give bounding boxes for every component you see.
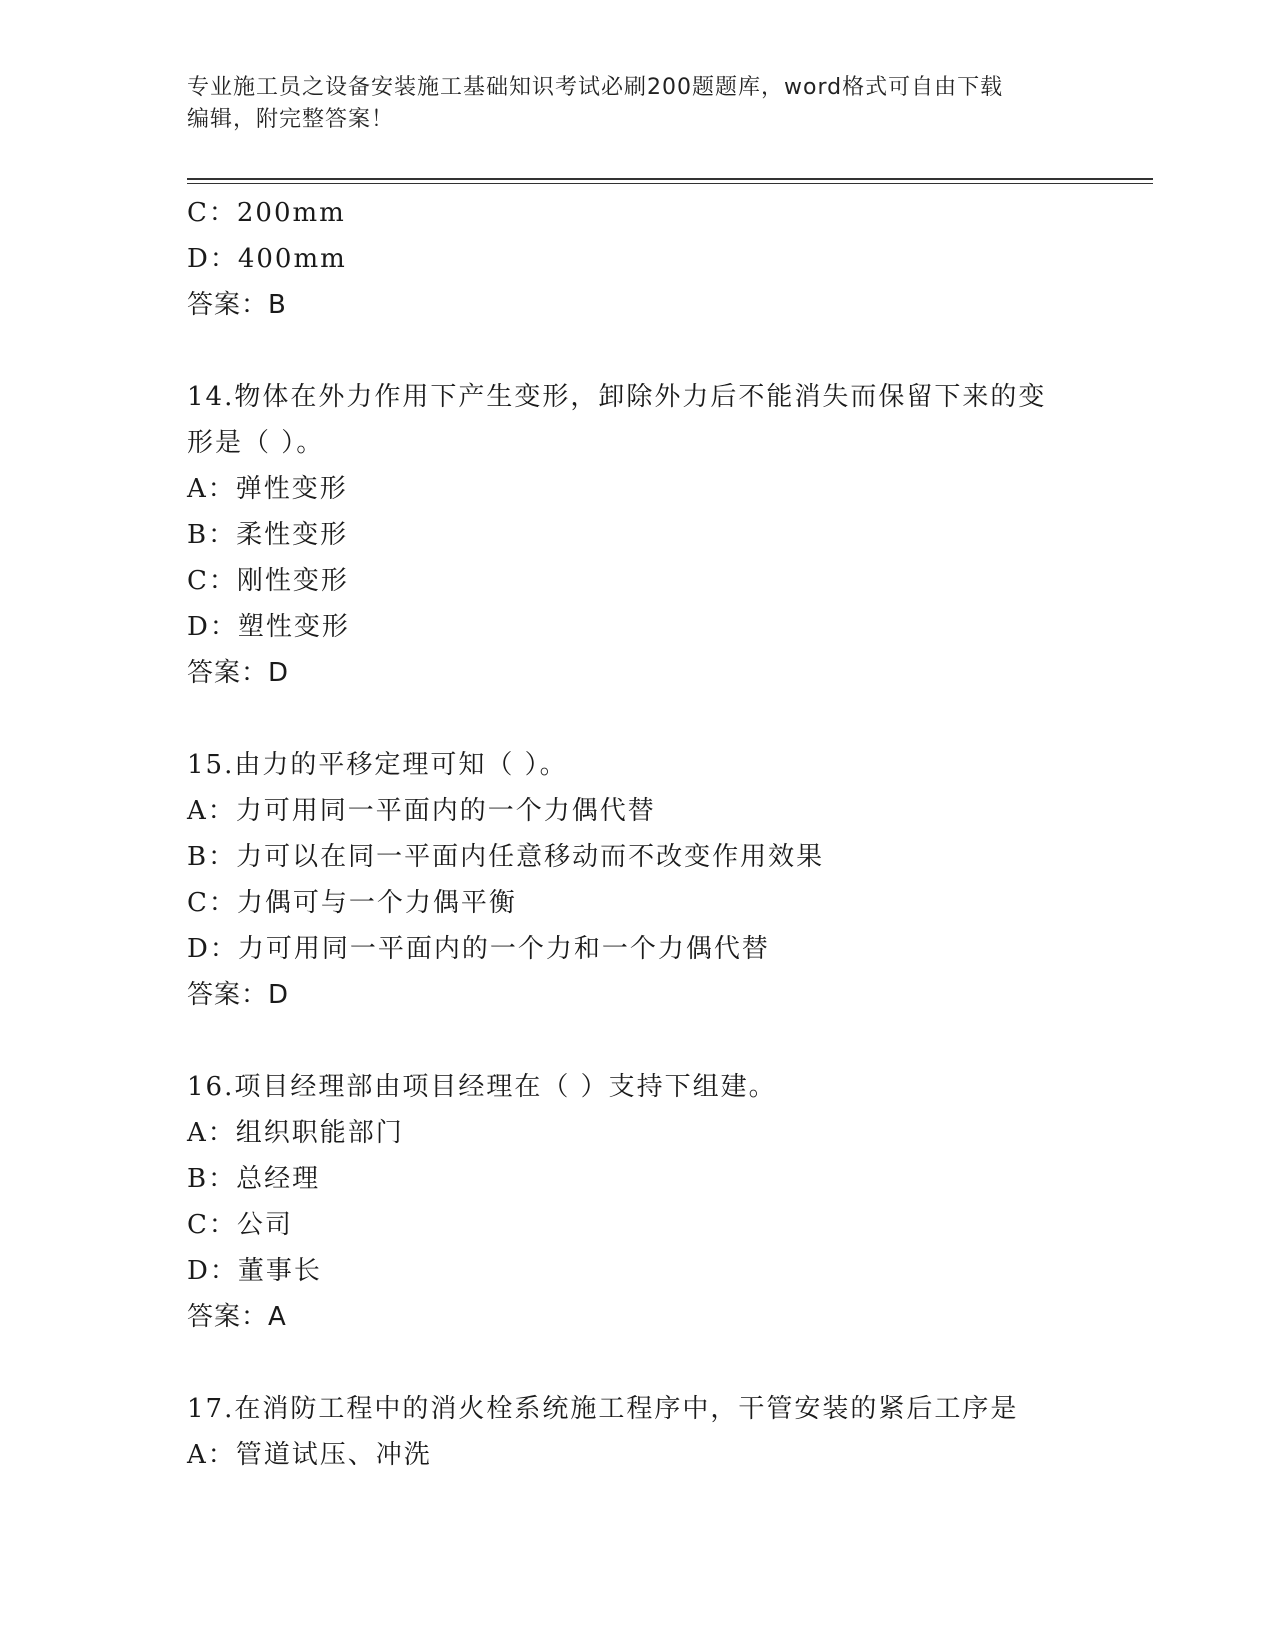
option-b: B：力可以在同一平面内任意移动而不改变作用效果 — [187, 842, 825, 872]
question-13-continued — [187, 190, 1087, 328]
question-list — [187, 190, 1087, 1478]
question-15 — [187, 742, 1087, 1018]
answer-line: 答案：A — [187, 1302, 287, 1332]
option-d: D：董事长 — [187, 1256, 322, 1286]
answer-line: 答案：D — [187, 980, 290, 1010]
question-stem-cont: 形是（ ）。 — [187, 428, 325, 458]
option-a: A：组织职能部门 — [187, 1118, 404, 1148]
option-b: B：柔性变形 — [187, 520, 349, 550]
header-divider-thin — [187, 183, 1153, 184]
option-c: C：公司 — [187, 1210, 293, 1240]
question-stem: 15.由力的平移定理可知（ ）。 — [187, 750, 568, 780]
option-d: D：力可用同一平面内的一个力和一个力偶代替 — [187, 934, 770, 964]
question-stem: 14.物体在外力作用下产生变形，卸除外力后不能消失而保留下来的变 — [187, 382, 1047, 412]
option-a: A：力可用同一平面内的一个力偶代替 — [187, 796, 656, 826]
option-c: C：力偶可与一个力偶平衡 — [187, 888, 517, 918]
document-header — [187, 72, 1087, 136]
question-14 — [187, 374, 1087, 696]
question-16 — [187, 1064, 1087, 1340]
spacer — [187, 1018, 1087, 1064]
header-line-2: 编辑，附完整答案！ — [187, 107, 395, 132]
question-stem: 17.在消防工程中的消火栓系统施工程序中，干管安装的紧后工序是 — [187, 1394, 1019, 1424]
answer-line: 答案：D — [187, 658, 290, 688]
spacer — [187, 1340, 1087, 1386]
answer-line: 答案：B — [187, 290, 287, 320]
option-b: B：总经理 — [187, 1164, 321, 1194]
header-divider-thick — [187, 178, 1153, 180]
question-stem: 16.项目经理部由项目经理在（ ）支持下组建。 — [187, 1072, 777, 1102]
option-c: C：200mm — [187, 198, 346, 228]
spacer — [187, 328, 1087, 374]
spacer — [187, 696, 1087, 742]
option-c: C：刚性变形 — [187, 566, 349, 596]
option-d: D：塑性变形 — [187, 612, 350, 642]
question-17 — [187, 1386, 1087, 1478]
option-a: A：管道试压、冲洗 — [187, 1440, 432, 1470]
option-d: D：400mm — [187, 244, 347, 274]
header-line-1: 专业施工员之设备安装施工基础知识考试必刷200题题库，word格式可自由下载 — [187, 75, 1004, 100]
option-a: A：弹性变形 — [187, 474, 348, 504]
